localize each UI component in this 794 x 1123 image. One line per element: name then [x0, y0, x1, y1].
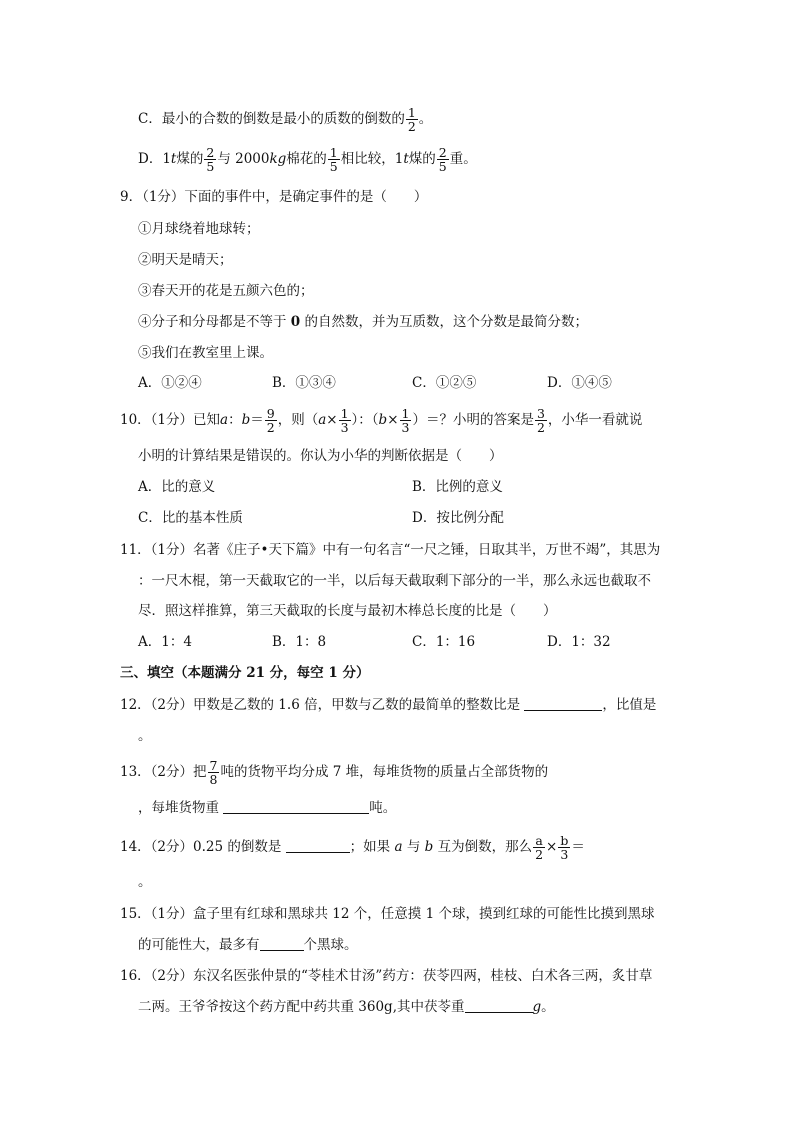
q15-line1: 15．（1分）盒子里有红球和黑球共 12 个，任意摸 1 个球，摸到红球的可能性比摸到黑球	[120, 906, 655, 922]
q11-line1: 11．（1分）名著《庄子•天下篇》中有一句名言“一尺之锤，日取其半，万世不竭”，其思为	[120, 542, 661, 558]
q10-option-a: A．比的意义	[138, 479, 216, 495]
q16-line2: 二两。王爷爷按这个药方配中药共重 360g,其中茯苓重 g。	[138, 999, 555, 1015]
q12-line2: 。	[138, 728, 152, 744]
q11-option-d: D．1：32	[547, 634, 611, 650]
q10-option-d: D．按比例分配	[412, 510, 504, 526]
fraction: $\frac{7}{8}$	[209, 758, 218, 787]
fraction: $\frac{9}{2}$	[266, 406, 275, 435]
q13-line1: 13．（2分）把 $\frac{7}{8}$ 吨的货物平均分成 7 堆，每堆货物的质量占全部货物的	[120, 758, 549, 787]
q9-option-a: A．①②④	[138, 375, 202, 391]
q14-line2: 。	[138, 874, 152, 890]
q11-option-a: A．1：4	[138, 634, 192, 650]
q11-option-b: B．1：8	[272, 634, 327, 650]
fraction: $\frac{a}{2}$	[535, 833, 544, 862]
q9-stem: 9．（1分）下面的事件中，是确定事件的是（ ）	[120, 189, 428, 205]
answer-blank[interactable]	[524, 696, 602, 711]
fraction: $\frac{1}{5}$	[329, 145, 338, 174]
q10-line2: 小明的计算结果是错误的。你认为小华的判断依据是（ ）	[138, 448, 503, 464]
q8-option-c: C．最小的合数的倒数是最小的质数的倒数的 $\frac{1}{2}$ 。	[138, 105, 433, 134]
q11-line3: 尽．照这样推算，第三天截取的长度与最初木棒总长度的比是（ ）	[138, 603, 557, 619]
fraction: $\frac{1}{3}$	[340, 406, 349, 435]
answer-blank[interactable]	[223, 799, 369, 814]
fraction: $\frac{2}{5}$	[438, 145, 447, 174]
q9-item: ⑤我们在教室里上课。	[138, 345, 273, 361]
q11-line2: ：一尺木棍，第一天截取它的一半，以后每天截取剩下部分的一半，那么永远也截取不	[138, 573, 651, 589]
fraction: $\frac{3}{2}$	[536, 406, 545, 435]
q9-item: ①月球绕着地球转；	[138, 221, 260, 237]
q9-option-d: D．①④⑤	[547, 375, 612, 391]
q13-line2: ，每堆货物重 吨。	[138, 800, 397, 816]
q9-item: ②明天是晴天；	[138, 252, 233, 268]
q10-stem: 10．（1分）已知a：b＝ $\frac{9}{2}$ ，则（a× $\frac{1}{3}$ ）：（b× $\frac{1}{3}$ ）＝？小明的答案是 $\frac{3}{2}$ ，小华一看就说	[120, 406, 643, 435]
q8-option-d: D．1t煤的 $\frac{2}{5}$ 与 2000kg棉花的 $\frac{1}{5}$ 相比较，1t煤的 $\frac{2}{5}$ 重。	[138, 145, 477, 174]
q16-line1: 16．（2分）东汉名医张仲景的“苓桂术甘汤”药方：茯苓四两，桂枝、白术各三两，炙甘草	[120, 968, 653, 984]
q9-option-c: C．①②⑤	[412, 375, 477, 391]
q10-option-c: C．比的基本性质	[138, 510, 243, 526]
q9-item: ③春天开的花是五颜六色的；	[138, 283, 314, 299]
answer-blank[interactable]	[260, 936, 304, 951]
q12-line1: 12．（2分）甲数是乙数的 1.6 倍，甲数与乙数的最简单的整数比是 ，比值是	[120, 697, 657, 713]
q14-line1: 14．（2分）0.25 的倒数是 ；如果 a 与 b 互为倒数，那么 $\frac{a}{2}$ × $\frac{b}{3}$ ＝	[120, 833, 585, 862]
fraction: $\frac{1}{2}$	[407, 105, 416, 134]
answer-blank[interactable]	[286, 838, 350, 853]
fraction: $\frac{2}{5}$	[206, 145, 215, 174]
q11-option-c: C．1：16	[412, 634, 476, 650]
q9-option-b: B．①③④	[272, 375, 336, 391]
q9-item: ④分子和分母都是不等于 0 的自然数，并为互质数，这个分数是最简分数；	[138, 314, 588, 330]
answer-blank[interactable]	[465, 998, 533, 1013]
fraction: $\frac{b}{3}$	[560, 833, 569, 862]
q10-option-b: B．比例的意义	[412, 479, 503, 495]
fraction: $\frac{1}{3}$	[401, 406, 410, 435]
section-heading: 三、填空（本题满分 21 分，每空 1 分）	[120, 665, 370, 681]
q15-line2: 的可能性大，最多有 个黑球。	[138, 937, 358, 953]
